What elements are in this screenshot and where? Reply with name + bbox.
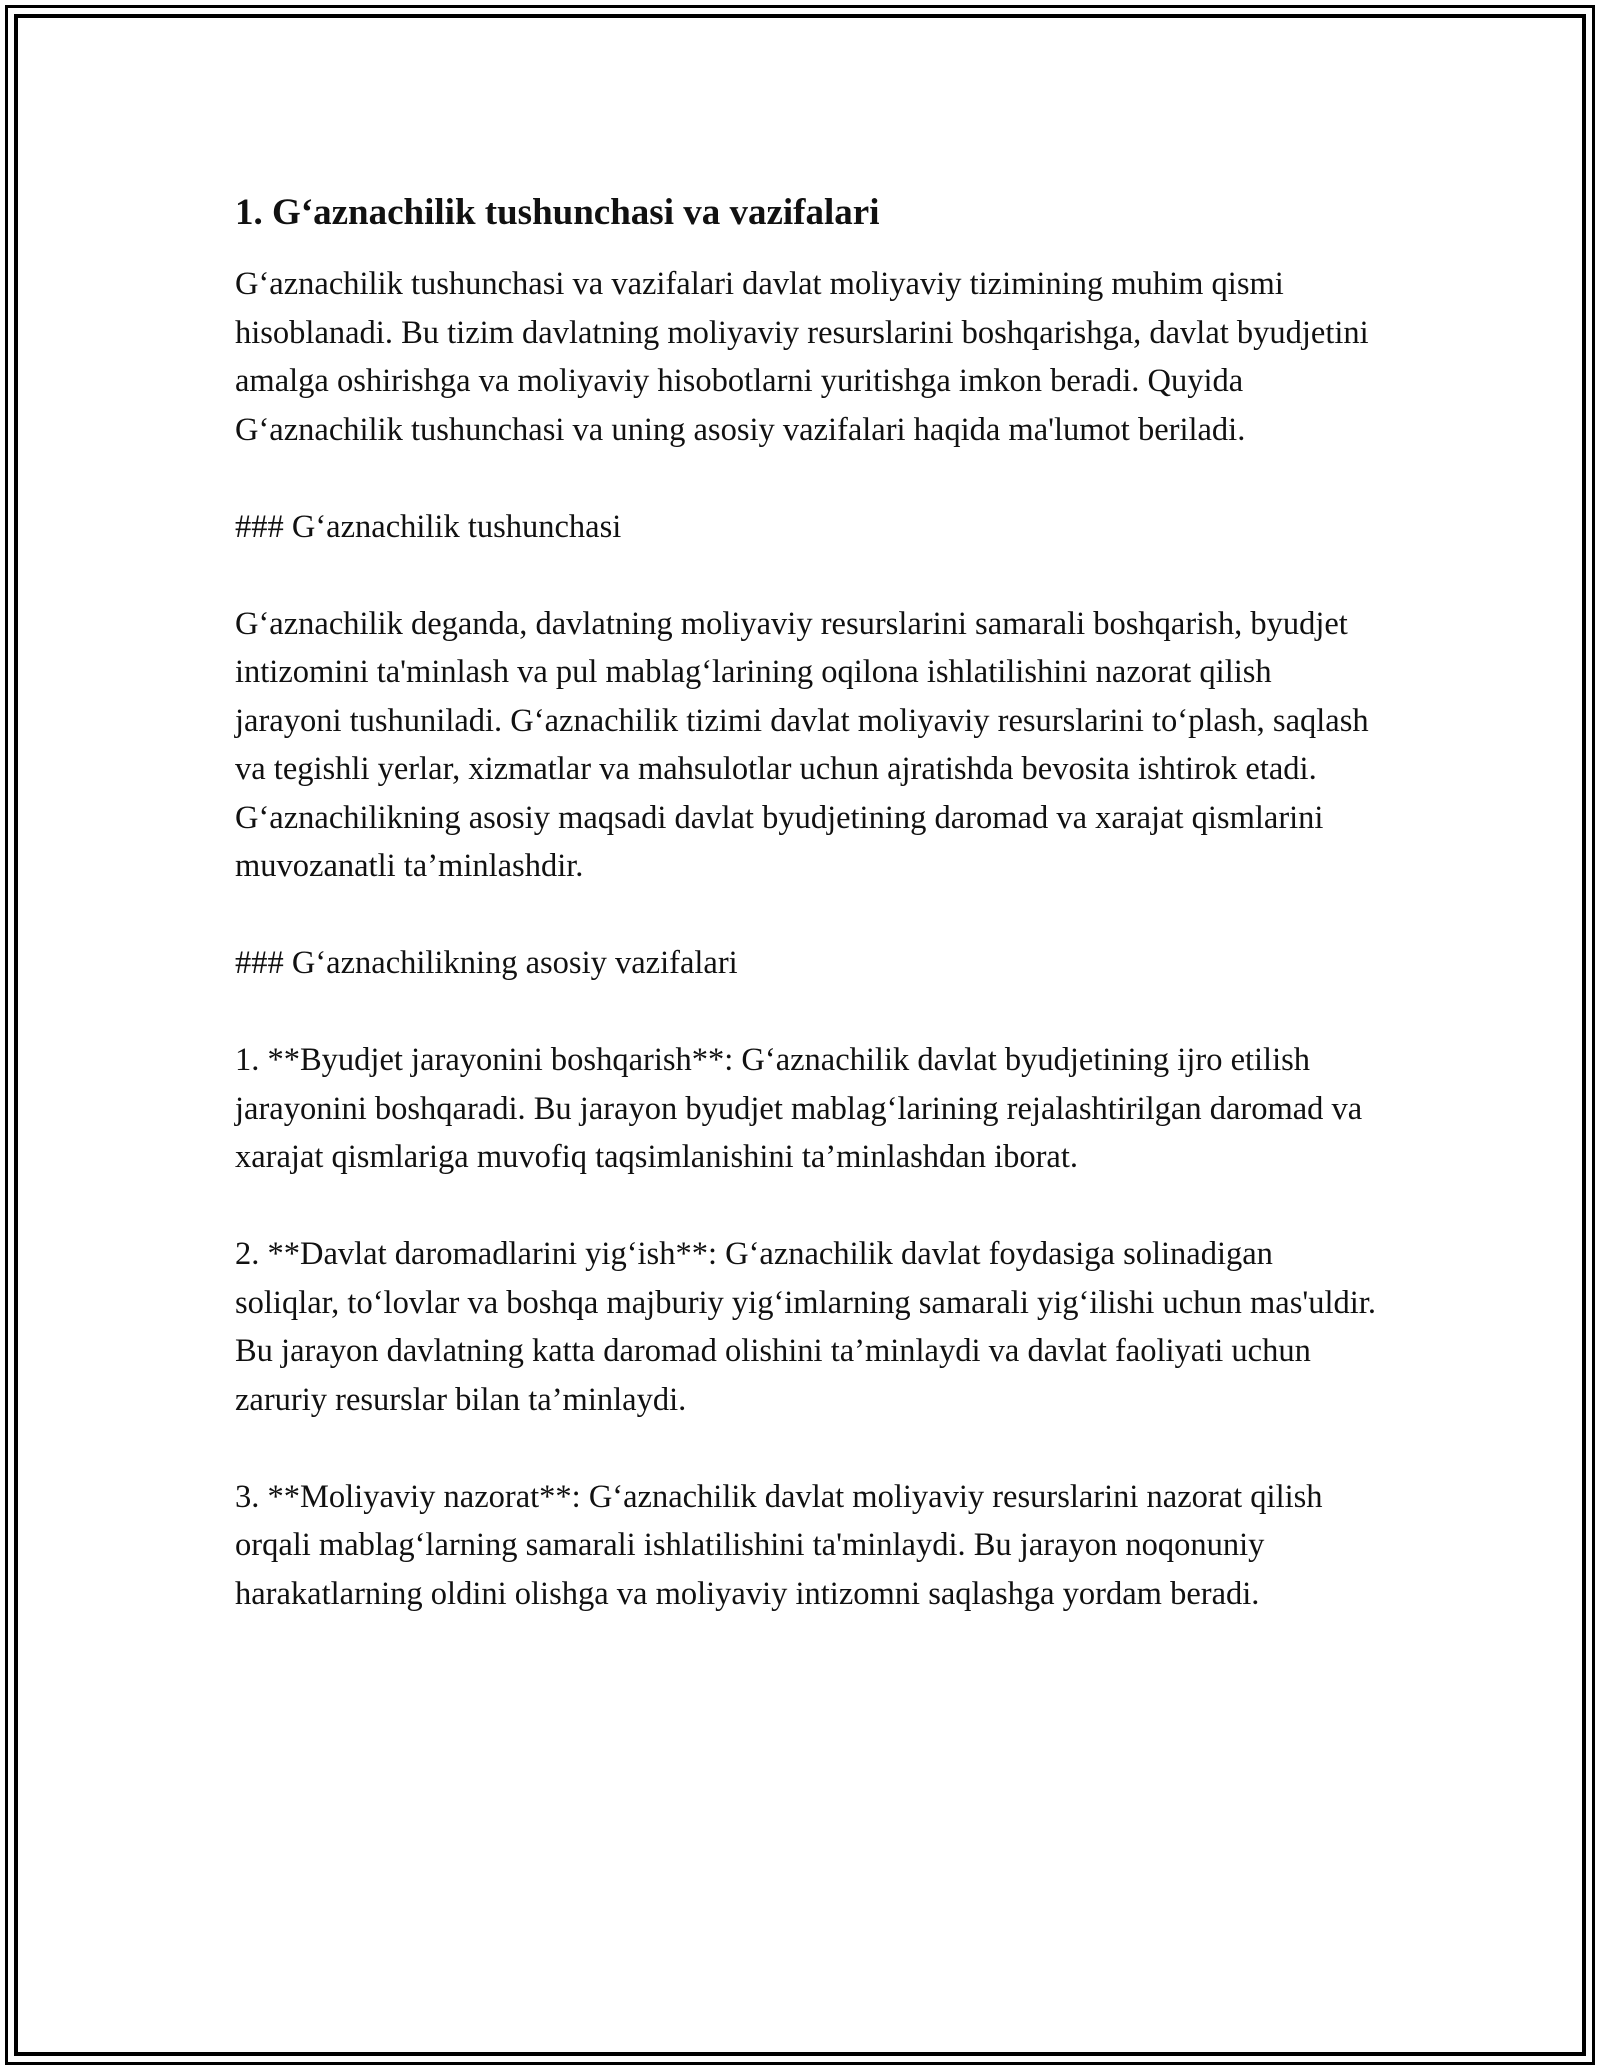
- section-heading-concept: ### G‘aznachilik tushunchasi: [235, 508, 622, 545]
- task-item-control: 3. **Moliyaviy nazorat**: G‘aznachilik davlat moliyaviy resurslarini nazorat qilish orqali mablag‘larning samarali ishlatilishini ta'minlaydi. Bu jarayon noqonuniy harakatlarning oldini olishga va moliyaviy intizomni saqlashga yordam beradi.: [235, 1478, 1323, 1612]
- document-body: [235, 188, 1385, 1618]
- task-item-budget: 1. **Byudjet jarayonini boshqarish**: G‘aznachilik davlat byudjetining ijro etilish jarayonini boshqaradi. Bu jarayon byudjet mablag‘larining rejalashtirilgan daromad va xarajat qismlariga muvofiq taqsimlanishini ta’minlashdan iborat.: [235, 1042, 1363, 1175]
- document-title: 1. G‘aznachilik tushunchasi va vazifalari: [235, 192, 880, 233]
- concept-paragraph: G‘aznachilik deganda, davlatning moliyaviy resurslarini samarali boshqarish, byudjet intizomini ta'minlash va pul mablag‘larining oqilona ishlatilishini nazorat qilish jarayoni tushuniladi. G‘aznachilik tizimi davlat moliyaviy resurslarini to‘plash, saqlash va tegishli yerlar, xizmatlar va mahsulotlar uchun ajratishda bevosita ishtirok etadi. G‘aznachilikning asosiy maqsadi davlat byudjetining daromad va xarajat qismlarini muvozanatli ta’minlashdir.: [235, 605, 1369, 884]
- section-heading-tasks: ### G‘aznachilikning asosiy vazifalari: [235, 945, 738, 981]
- intro-paragraph: G‘aznachilik tushunchasi va vazifalari davlat moliyaviy tizimining muhim qismi hisoblanadi. Bu tizim davlatning moliyaviy resurslarini boshqarishga, davlat byudjetini amalga oshirishga va moliyaviy hisobotlarni yuritishga imkon beradi. Quyida G‘aznachilik tushunchasi va uning asosiy vazifalari haqida ma'lumot beriladi.: [235, 266, 1369, 448]
- task-item-revenue: 2. **Davlat daromadlarini yig‘ish**: G‘aznachilik davlat foydasiga solinadigan soliqlar, to‘lovlar va boshqa majburiy yig‘imlarning samarali yig‘ilishi uchun mas'uldir. Bu jarayon davlatning katta daromad olishini ta’minlaydi va davlat faoliyati uchun zaruriy resurslar bilan ta’minlaydi.: [235, 1236, 1376, 1418]
